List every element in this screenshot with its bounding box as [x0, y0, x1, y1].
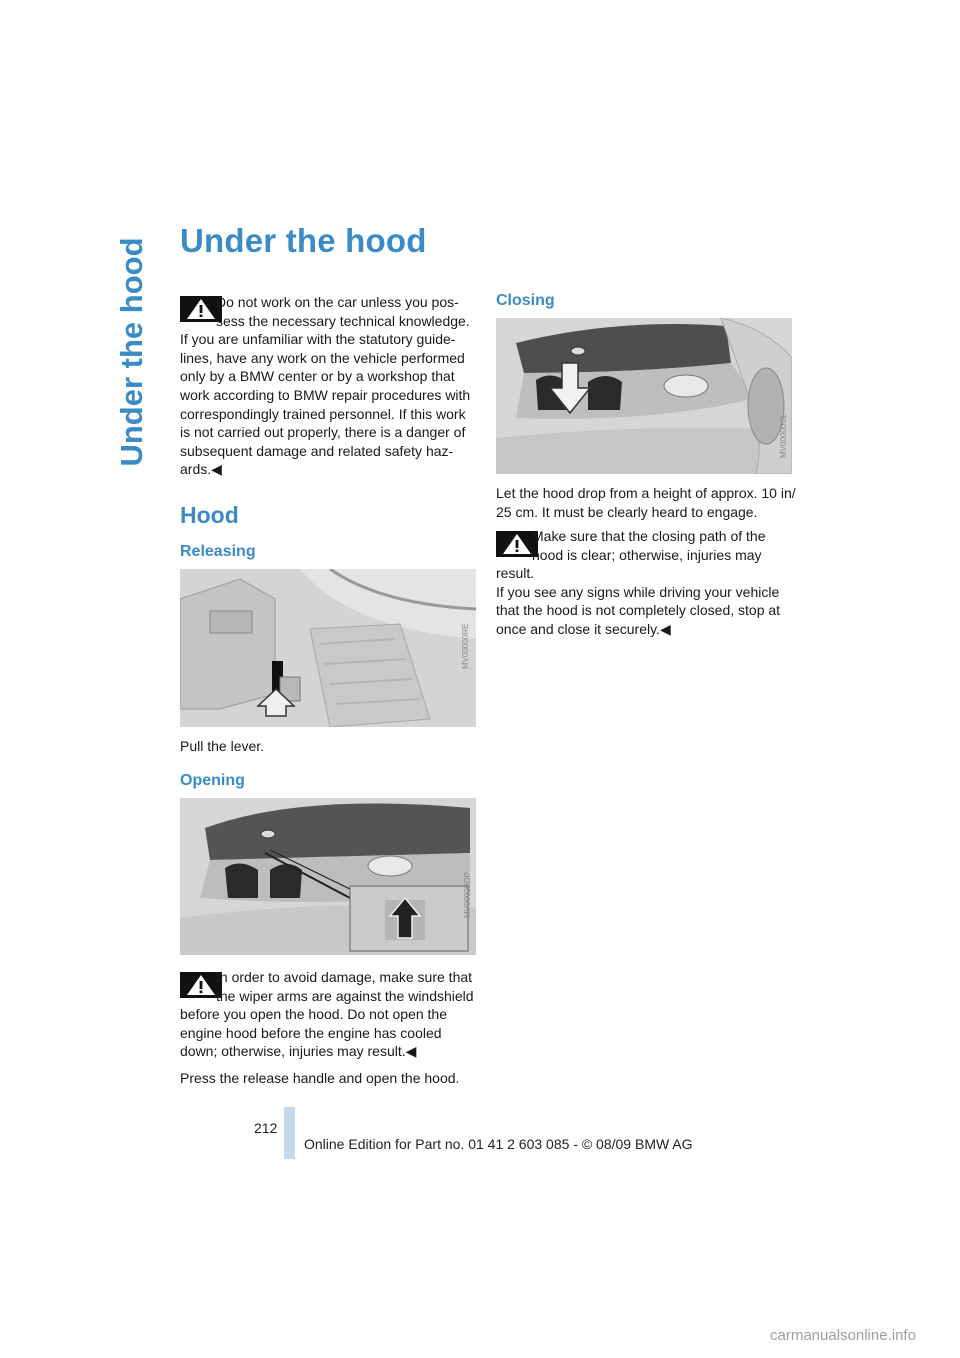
opening-warning-line: In order to avoid damage, make sure that — [216, 969, 473, 985]
closing-figure — [496, 318, 792, 474]
closing-warning-line: If you see any signs while driving your vehicle — [496, 583, 780, 600]
opening-instruction: Press the release handle and open the hood. — [180, 1070, 460, 1086]
intro-warning-line: ards.◀ — [180, 461, 222, 478]
intro-warning-line: correspondingly trained personnel. If this work — [180, 405, 466, 422]
closing-text-line: 25 cm. It must be clearly heard to engage. — [496, 503, 758, 520]
closing-warning-line: result. — [496, 565, 535, 582]
intro-warning-line: subsequent damage and related safety haz- — [180, 442, 454, 459]
closing-text-line: Let the hood drop from a height of approx. 10 in/ — [496, 485, 796, 501]
intro-warning-line: lines, have any work on the vehicle performed — [180, 349, 465, 366]
footer-bar — [284, 1107, 295, 1159]
closing-warning-line: once and close it securely.◀ — [496, 621, 671, 637]
subheading-closing: Closing — [496, 292, 555, 309]
opening-warning-line: down; otherwise, injuries may result.◀ — [180, 1043, 417, 1060]
svg-text:MV00000CL: MV00000CL — [779, 413, 788, 458]
footer-edition-text: Online Edition for Part no. 01 41 2 603 085 - © 08/09 BMW AG — [304, 1136, 693, 1152]
intro-warning-line: If you are unfamiliar with the statutory guide- — [180, 331, 456, 348]
opening-warning-line: engine hood before the engine has cooled — [180, 1024, 442, 1041]
svg-text:MV00000OP: MV00000OP — [463, 872, 472, 918]
svg-text:MV00000RE: MV00000RE — [461, 623, 470, 669]
subheading-opening: Opening — [180, 772, 245, 789]
side-tab — [112, 232, 152, 472]
intro-warning-line: only by a BMW center or by a workshop that — [180, 368, 455, 385]
opening-warning-line: the wiper arms are against the windshield — [216, 987, 474, 1004]
intro-warning-line: work according to BMW repair procedures with — [180, 387, 471, 403]
section-heading-hood: Hood — [180, 502, 239, 528]
page-number: 212 — [254, 1120, 278, 1136]
intro-warning-line: sess the necessary technical knowledge. — [216, 312, 470, 329]
closing-warning-line: hood is clear; otherwise, injuries may — [532, 546, 762, 563]
closing-warning-line: that the hood is not completely closed, stop at — [496, 602, 781, 619]
opening-warning-line: before you open the hood. Do not open the — [180, 1006, 447, 1023]
intro-warning-line: Do not work on the car unless you pos- — [216, 294, 459, 310]
closing-warning-line: Make sure that the closing path of the — [532, 528, 766, 544]
releasing-figure — [180, 569, 476, 727]
subheading-releasing: Releasing — [180, 543, 256, 560]
side-tab-label: Under the hood — [114, 237, 149, 467]
opening-figure — [180, 798, 476, 955]
releasing-caption: Pull the lever. — [180, 738, 265, 754]
watermark: carmanualsonline.info — [770, 1327, 916, 1344]
page-title: Under the hood — [180, 222, 427, 259]
intro-warning-line: is not carried out properly, there is a danger of — [180, 424, 466, 441]
